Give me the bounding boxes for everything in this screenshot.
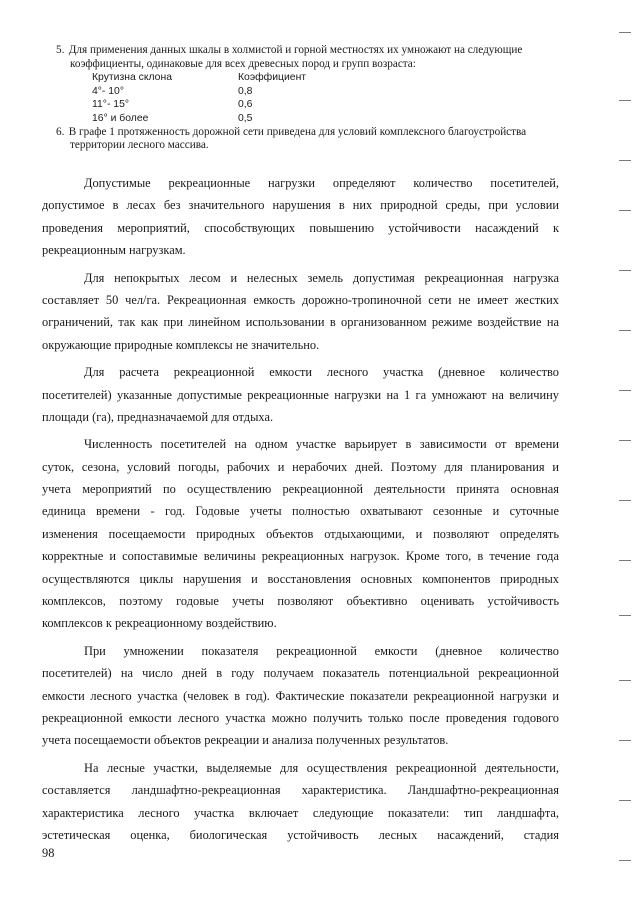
scan-mark [619, 390, 631, 391]
paragraph-line: Для непокрытых лесом и нелесных земель допустимая рекреационная нагрузка [84, 270, 559, 285]
paragraph-line: корректные и сопоставимые величины рекреационных нагрузок. Кроме того, в течение года [42, 549, 559, 564]
paragraph-line: На лесные участки, выделяемые для осуществления рекреационной деятельности, [84, 760, 559, 775]
footnotes [56, 44, 586, 153]
footnote-number: 5. [56, 44, 65, 56]
paragraph-line: площади (га), предназначаемой для отдыха. [42, 409, 274, 424]
table-cell: 0,6 [238, 99, 253, 111]
paragraph [42, 172, 559, 262]
paragraph-line: суток, сезона, условий погоды, рабочих и нерабочих дней. Поэтому для планирования и [42, 459, 559, 474]
paragraph-line: комплексов, поэтому годовые учеты позволяют объективно оценивать устойчивость [42, 594, 559, 609]
scan-mark [619, 100, 631, 101]
paragraph-line: осуществляются циклы нарушения и восстановления основных компонентов природных [42, 571, 559, 586]
margin-scan-marks [619, 0, 640, 905]
footnote-5 [56, 44, 586, 71]
table-cell: 0,5 [238, 112, 253, 124]
table-row [92, 112, 306, 126]
footnote-6 [56, 126, 586, 153]
footnote-number: 6. [56, 125, 65, 138]
paragraph-line: учета мероприятий по осуществлению рекреационной деятельности принята основная [42, 482, 559, 497]
scan-mark [619, 210, 631, 211]
paragraph-line: учета посещаемости объектов рекреации и анализа полученных результатов. [42, 733, 449, 748]
paragraph-line: Для расчета рекреационной емкости лесного участка (дневное количество [84, 365, 559, 380]
scan-mark [619, 860, 631, 861]
paragraph-line: эстетическая оценка, биологическая устойчивость лесных насаждений, стадия [42, 827, 559, 842]
scan-mark [619, 330, 631, 331]
footnote-text-continued: коэффициенты, одинаковые для всех древесных пород и групп возраста: [70, 57, 416, 70]
table-header-cell: Коэффициент [238, 72, 307, 84]
paragraph-line: характеристика лесного участка включает следующие показатели: тип ландшафта, [42, 805, 559, 820]
slope-coefficient-table [92, 71, 306, 125]
paragraph [42, 267, 559, 357]
paragraph [42, 361, 559, 428]
paragraph [42, 433, 559, 635]
footnote-text-continued: территории лесного массива. [70, 139, 209, 152]
footnote-text: В графе 1 протяженность дорожной сети приведена для условий комплексного благоустройства [68, 125, 527, 138]
scan-mark [619, 160, 631, 161]
table-header-cell: Крутизна склона [92, 72, 172, 84]
scan-mark [619, 560, 631, 561]
table-cell: 16° и более [92, 112, 149, 124]
scan-mark [619, 680, 631, 681]
scan-mark [619, 270, 631, 271]
table-row [92, 85, 306, 99]
scan-mark [619, 615, 631, 616]
table-cell: 11°- 15° [92, 99, 130, 111]
scan-mark [619, 800, 631, 801]
paragraph-line: ограничений, так как при линейном использовании в организованном режиме воздействие на [42, 315, 559, 330]
table-header-row [92, 71, 306, 85]
scan-mark [619, 32, 631, 33]
table-row [92, 98, 306, 112]
paragraph [42, 640, 559, 752]
paragraph-line: Допустимые рекреационные нагрузки определяют количество посетителей, [84, 176, 559, 190]
paragraph-line: единица времени - год. Годовые учеты полностью охватывают сезонные и суточные [42, 504, 559, 519]
paragraph-line: допустимое в лесах без значительного нарушения в них природной среды, при условии [42, 198, 559, 213]
paragraph [42, 757, 559, 847]
paragraph-line: емкости лесного участка (человек в год). Фактические показатели рекреационной нагрузки и [42, 688, 559, 703]
page-number: 98 [42, 846, 55, 860]
paragraph-line: рекреационной емкости лесного участка можно получить только после проведения годового [42, 710, 559, 725]
paragraph-line: окружающие природные комплексы не значительно. [42, 337, 320, 352]
paragraph-line: посетителей) на число дней в году получаем показатель потенциальной рекреационной [42, 666, 559, 681]
footnote-text: Для применения данных шкалы в холмистой и горной местностях их умножают на следующие [68, 44, 523, 56]
paragraph-line: рекреационным нагрузкам. [42, 243, 186, 258]
scan-mark [619, 500, 631, 501]
paragraph-line: изменения посещаемости природных объектов отдыхающими, и позволяют определять [42, 526, 559, 541]
paragraph-line: комплексов к рекреационному воздействию. [42, 616, 277, 631]
paragraph-line: посетителей) указанные допустимые рекреационные нагрузки на 1 га умножают на величину [42, 387, 559, 402]
paragraph-line: При умножении показателя рекреационной емкости (дневное количество [84, 643, 559, 658]
paragraph-line: проведения мероприятий, способствующих повышению устойчивости насаждений к [42, 220, 559, 235]
table-cell: 0,8 [238, 85, 253, 97]
paragraph-line: составляется ландшафтно-рекреационная характеристика. Ландшафтно-рекреационная [42, 783, 559, 798]
paragraph-line: Численность посетителей на одном участке варьирует в зависимости от времени [84, 437, 559, 452]
scan-mark [619, 440, 631, 441]
scan-mark [619, 740, 631, 741]
body-text [42, 172, 559, 851]
paragraph-line: составляет 50 чел/га. Рекреационная емкость дорожно-тропиночной сети не имеет жестких [42, 292, 559, 307]
table-cell: 4°- 10° [92, 85, 124, 97]
